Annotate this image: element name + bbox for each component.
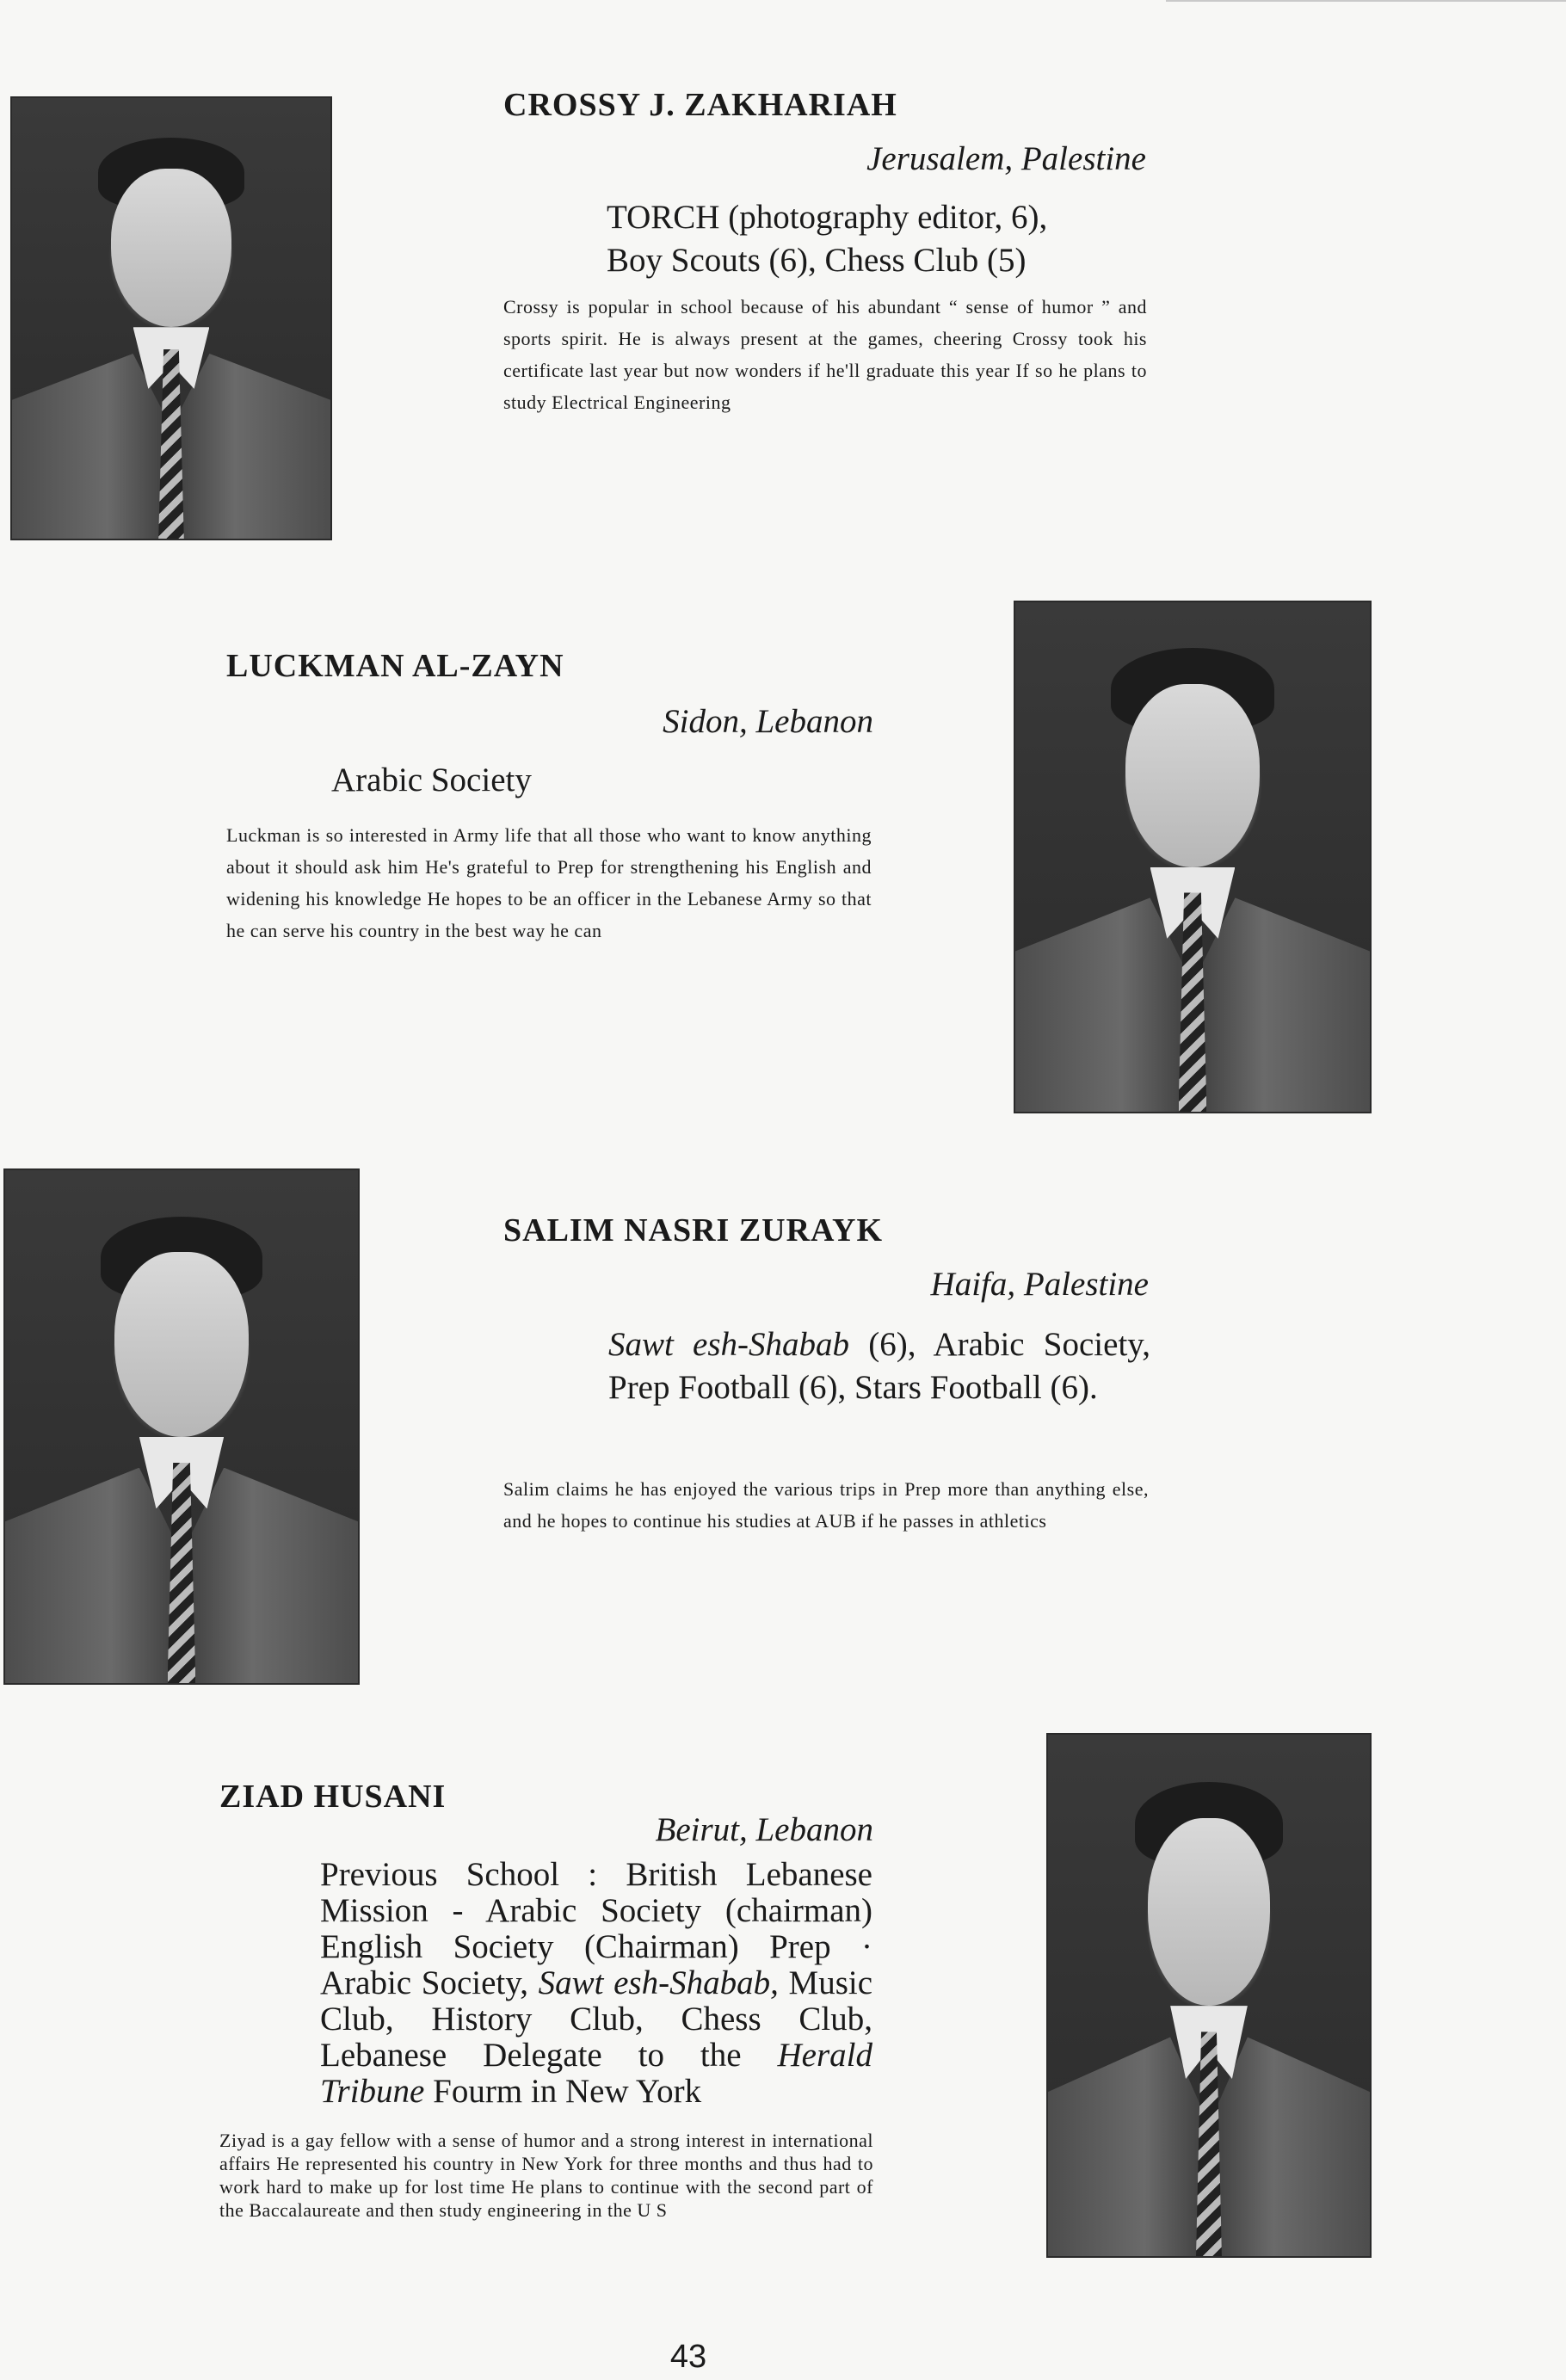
student-hometown: Haifa, Palestine	[930, 1266, 1149, 1303]
student-activities	[320, 1857, 872, 2110]
student-hometown: Sidon, Lebanon	[663, 703, 873, 740]
newspaper-name: Sawt esh-Shabab,	[538, 1964, 779, 2001]
student-name: LUCKMAN AL-ZAYN	[226, 648, 564, 684]
activities-text: (6), Arabic Society, Prep Football (6), Stars Football (6).	[608, 1326, 1151, 1406]
student-name: ZIAD HUSANI	[219, 1779, 447, 1815]
student-portrait-photo	[3, 1168, 360, 1685]
student-activities: Arabic Society	[331, 761, 532, 798]
newspaper-name: Sawt esh-Shabab	[608, 1326, 850, 1363]
activities-text: Music Club, History Club, Chess Club, Lebanese Delegate to the	[320, 1964, 873, 2074]
student-portrait-photo	[1046, 1733, 1372, 2258]
activities-text: Previous School : British Lebanese Mission - Arabic Society (chairman) English Society (Chairman) Prep · Arabic Society,	[320, 1856, 872, 2001]
student-name: CROSSY J. ZAKHARIAH	[503, 87, 897, 123]
student-name: SALIM NASRI ZURAYK	[503, 1212, 884, 1249]
newspaper-name: Herald Tribune	[320, 2037, 873, 2110]
student-hometown: Beirut, Lebanon	[655, 1811, 873, 1848]
student-bio: Ziyad is a gay fellow with a sense of humor and a strong interest in international affairs He represented his country in New York for three months and thus had to work hard to make up for lost time He plans to continue with the second part of the Baccalaureate and then study engineering in the U S	[219, 2130, 873, 2221]
student-activities	[607, 196, 1157, 282]
activities-line: Boy Scouts (6), Chess Club (5)	[607, 242, 1027, 279]
student-activities	[608, 1323, 1150, 1409]
page-number: 43	[669, 2339, 707, 2375]
student-bio: Crossy is popular in school because of his abundant “ sense of humor ” and sports spirit. He is always present at the games, cheering Crossy took his certificate last year but now wonders if he'll graduate this year If so he plans to study Electrical Engineering	[503, 296, 1147, 413]
student-bio: Luckman is so interested in Army life that all those who want to know anything about it should ask him He's grateful to Prep for strengthening his English and widening his knowledge He hopes to be an officer in the Lebanese Army so that he can serve his country in the best way he can	[226, 824, 872, 941]
top-edge-rule	[1166, 0, 1566, 2]
student-hometown: Jerusalem, Palestine	[866, 140, 1146, 177]
student-portrait-photo	[1014, 601, 1372, 1113]
student-portrait-photo	[10, 96, 332, 540]
student-bio: Salim claims he has enjoyed the various trips in Prep more than anything else, and he hopes to continue his studies at AUB if he passes in athletics	[503, 1478, 1149, 1532]
activities-line: TORCH (photography editor, 6),	[607, 199, 1048, 236]
activities-text: Fourm in New York	[433, 2073, 702, 2110]
